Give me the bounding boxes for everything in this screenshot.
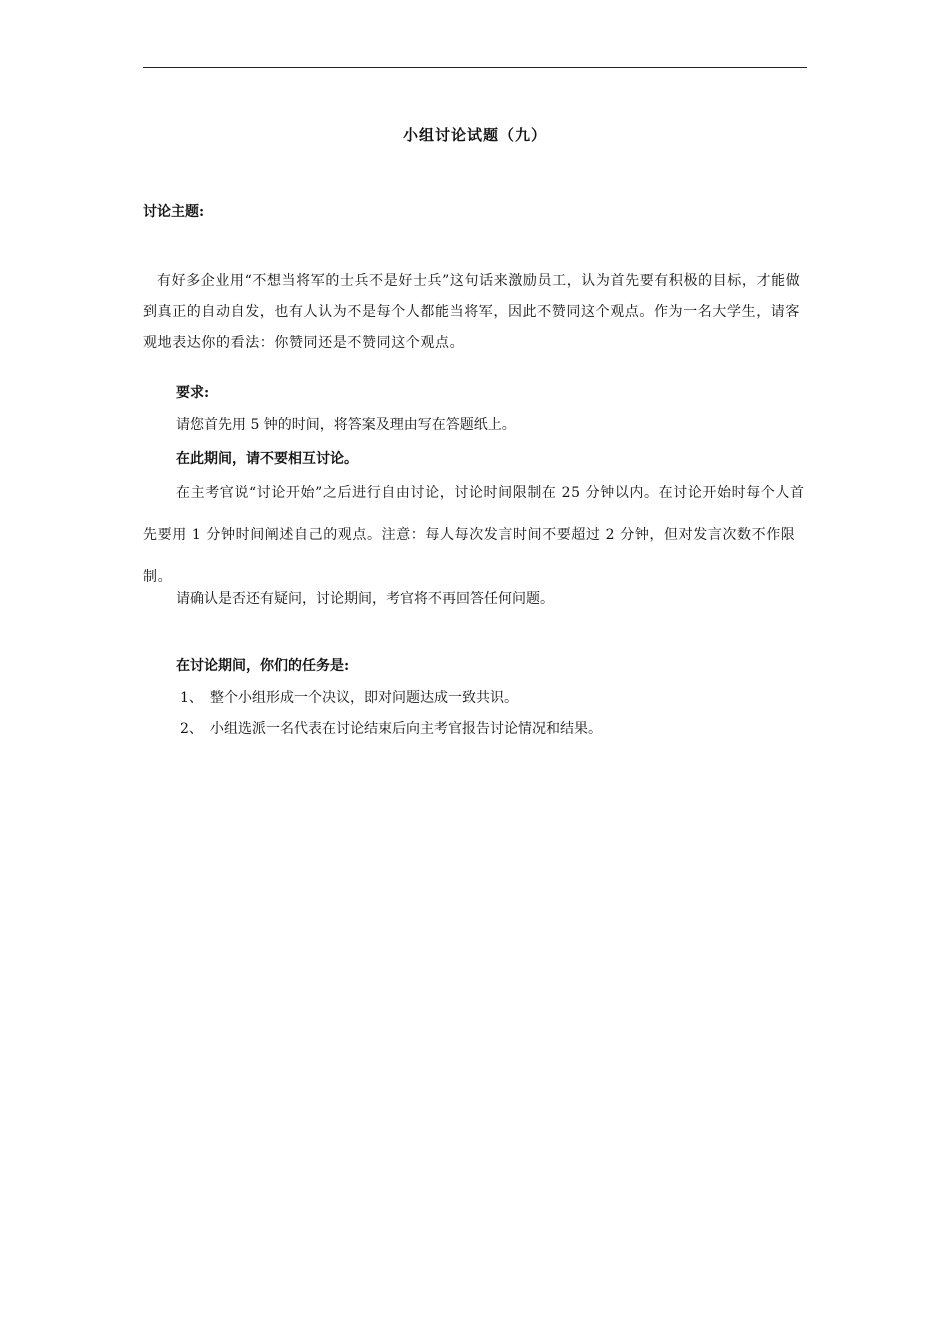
task-item xyxy=(180,688,518,708)
header-rule xyxy=(143,67,807,68)
requirement-line-3: 请确认是否还有疑问，讨论期间，考官将不再回答任何问题。 xyxy=(176,591,554,607)
task-item xyxy=(180,719,602,739)
topic-paragraph: 有好多企业用“不想当将军的士兵不是好士兵”这句话来激励员工，认为首先要有积极的目标，才能做到真正的自动自发，也有人认为不是每个人都能当将军，因此不赞同这个观点。作为一名大学生，请客观地表达你的看法：你赞同还是不赞同这个观点。 xyxy=(143,273,801,351)
task-text: 小组选派一名代表在讨论结束后向主考官报告讨论情况和结果。 xyxy=(210,721,602,737)
requirements-heading: 要求: xyxy=(176,385,210,401)
task-number: 1、 xyxy=(180,690,203,706)
requirement-paragraph: 在主考官说“讨论开始”之后进行自由讨论，讨论时间限制在 25 分钟以内。在讨论开始时每个人首先要用 1 分钟时间阐述自己的观点。注意：每人每次发言时间不要超过 2 分钟，但对发言次数不作限制。 xyxy=(143,485,805,585)
task-text: 整个小组形成一个决议，即对问题达成一致共识。 xyxy=(210,690,518,706)
task-number: 2、 xyxy=(180,721,203,737)
requirement-line-1: 请您首先用 5 钟的时间，将答案及理由写在答题纸上。 xyxy=(176,417,516,433)
page-title: 小组讨论试题（九） xyxy=(402,126,547,144)
tasks-heading: 在讨论期间，你们的任务是: xyxy=(176,658,350,674)
topic-heading: 讨论主题: xyxy=(143,204,205,220)
requirement-line-2: 在此期间，请不要相互讨论。 xyxy=(176,451,358,467)
